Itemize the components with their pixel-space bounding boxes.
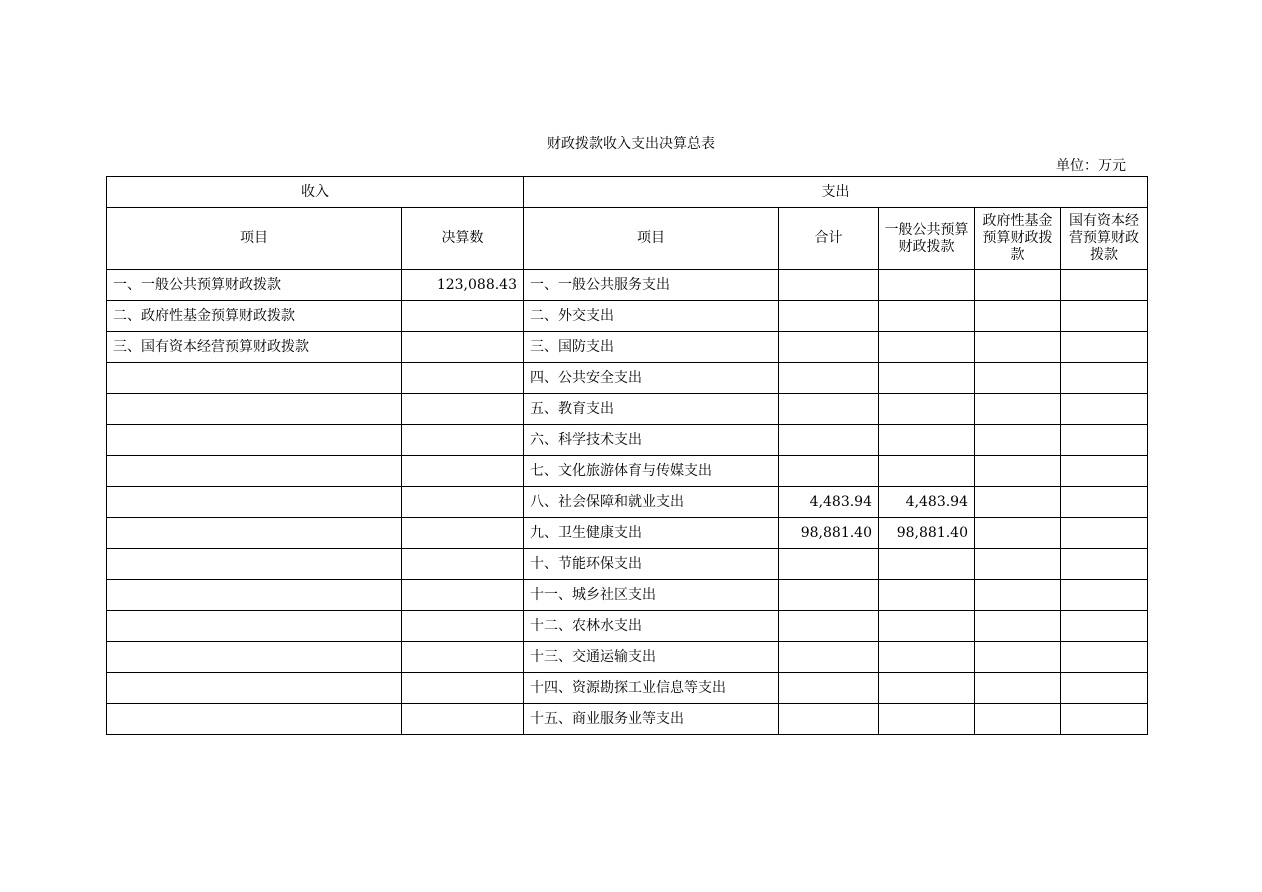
gov-fund-cell [975,549,1061,580]
general-budget-cell: 4,483.94 [879,487,975,518]
state-capital-cell [1061,270,1148,301]
income-item-cell [107,518,402,549]
table-row [107,425,1148,456]
gov-fund-cell [975,611,1061,642]
income-amount-cell [402,332,524,363]
income-item-cell [107,425,402,456]
income-amount-cell [402,518,524,549]
expense-item-cell: 十四、资源勘探工业信息等支出 [524,673,779,704]
general-budget-cell [879,332,975,363]
general-budget-cell [879,270,975,301]
state-capital-cell [1061,580,1148,611]
general-budget-cell [879,301,975,332]
expense-item-cell: 三、国防支出 [524,332,779,363]
budget-table [106,176,1148,735]
state-capital-cell [1061,301,1148,332]
general-budget-cell [879,704,975,735]
income-item-cell [107,611,402,642]
total-cell [779,332,879,363]
state-capital-header: 国有资本经营预算财政拨款 [1061,208,1148,270]
income-amount-cell [402,301,524,332]
gov-fund-cell [975,270,1061,301]
general-budget-cell [879,673,975,704]
gov-fund-cell [975,518,1061,549]
state-capital-cell [1061,673,1148,704]
gov-fund-cell [975,704,1061,735]
general-budget-cell [879,425,975,456]
income-amount-cell [402,363,524,394]
income-amount-cell [402,425,524,456]
income-item-cell [107,580,402,611]
state-capital-cell [1061,332,1148,363]
income-amount-cell [402,456,524,487]
table-row [107,301,1148,332]
expense-item-header: 项目 [524,208,779,270]
income-item-cell [107,549,402,580]
gov-fund-cell [975,363,1061,394]
total-cell [779,642,879,673]
table-row [107,270,1148,301]
state-capital-cell [1061,549,1148,580]
gov-fund-cell [975,301,1061,332]
total-cell [779,704,879,735]
expense-item-cell: 十一、城乡社区支出 [524,580,779,611]
total-cell [779,580,879,611]
total-cell [779,673,879,704]
table-row [107,673,1148,704]
gov-fund-cell [975,332,1061,363]
gov-fund-cell [975,425,1061,456]
table-row [107,456,1148,487]
income-item-cell [107,394,402,425]
table-row [107,580,1148,611]
unit-label: 单位：万元 [1056,158,1126,174]
income-item-cell [107,363,402,394]
gov-fund-cell [975,456,1061,487]
expense-item-cell: 十二、农林水支出 [524,611,779,642]
income-amount-header: 决算数 [402,208,524,270]
total-cell [779,456,879,487]
income-item-cell [107,642,402,673]
income-amount-cell [402,394,524,425]
total-cell [779,301,879,332]
page-title: 财政拨款收入支出决算总表 [547,136,715,152]
group-header-row [107,177,1148,208]
expense-item-cell: 十三、交通运输支出 [524,642,779,673]
general-budget-header: 一般公共预算财政拨款 [879,208,975,270]
total-cell: 98,881.40 [779,518,879,549]
state-capital-cell [1061,518,1148,549]
expense-item-cell: 八、社会保障和就业支出 [524,487,779,518]
gov-fund-header: 政府性基金预算财政拨款 [975,208,1061,270]
total-cell [779,394,879,425]
table-row [107,518,1148,549]
income-item-cell: 二、政府性基金预算财政拨款 [107,301,402,332]
income-amount-cell [402,549,524,580]
general-budget-cell [879,456,975,487]
table-row [107,642,1148,673]
income-item-cell: 三、国有资本经营预算财政拨款 [107,332,402,363]
expense-item-cell: 五、教育支出 [524,394,779,425]
gov-fund-cell [975,394,1061,425]
general-budget-cell [879,580,975,611]
total-header: 合计 [779,208,879,270]
expense-item-cell: 七、文化旅游体育与传媒支出 [524,456,779,487]
total-cell [779,549,879,580]
income-item-cell [107,487,402,518]
table-row [107,549,1148,580]
table-row [107,487,1148,518]
income-item-header: 项目 [107,208,402,270]
expense-item-cell: 九、卫生健康支出 [524,518,779,549]
expense-item-cell: 十五、商业服务业等支出 [524,704,779,735]
general-budget-cell [879,549,975,580]
state-capital-cell [1061,642,1148,673]
income-amount-cell [402,673,524,704]
income-amount-cell: 123,088.43 [402,270,524,301]
income-amount-cell [402,487,524,518]
expense-item-cell: 十、节能环保支出 [524,549,779,580]
column-header-row [107,208,1148,270]
expense-item-cell: 二、外交支出 [524,301,779,332]
state-capital-cell [1061,425,1148,456]
table-row [107,704,1148,735]
income-item-cell [107,704,402,735]
table-row [107,611,1148,642]
income-amount-cell [402,704,524,735]
expense-item-cell: 一、一般公共服务支出 [524,270,779,301]
state-capital-cell [1061,611,1148,642]
expense-item-cell: 六、科学技术支出 [524,425,779,456]
general-budget-cell [879,394,975,425]
gov-fund-cell [975,642,1061,673]
state-capital-cell [1061,363,1148,394]
gov-fund-cell [975,673,1061,704]
income-item-cell [107,456,402,487]
expense-group-header: 支出 [524,177,1148,208]
table-row [107,363,1148,394]
table-row [107,394,1148,425]
income-item-cell [107,673,402,704]
general-budget-cell [879,642,975,673]
gov-fund-cell [975,580,1061,611]
total-cell [779,270,879,301]
income-group-header: 收入 [107,177,524,208]
general-budget-cell [879,363,975,394]
table-row [107,332,1148,363]
state-capital-cell [1061,487,1148,518]
total-cell [779,611,879,642]
general-budget-cell: 98,881.40 [879,518,975,549]
income-amount-cell [402,642,524,673]
expense-item-cell: 四、公共安全支出 [524,363,779,394]
income-amount-cell [402,611,524,642]
total-cell [779,363,879,394]
general-budget-cell [879,611,975,642]
total-cell [779,425,879,456]
gov-fund-cell [975,487,1061,518]
state-capital-cell [1061,394,1148,425]
state-capital-cell [1061,456,1148,487]
income-amount-cell [402,580,524,611]
total-cell: 4,483.94 [779,487,879,518]
state-capital-cell [1061,704,1148,735]
income-item-cell: 一、一般公共预算财政拨款 [107,270,402,301]
